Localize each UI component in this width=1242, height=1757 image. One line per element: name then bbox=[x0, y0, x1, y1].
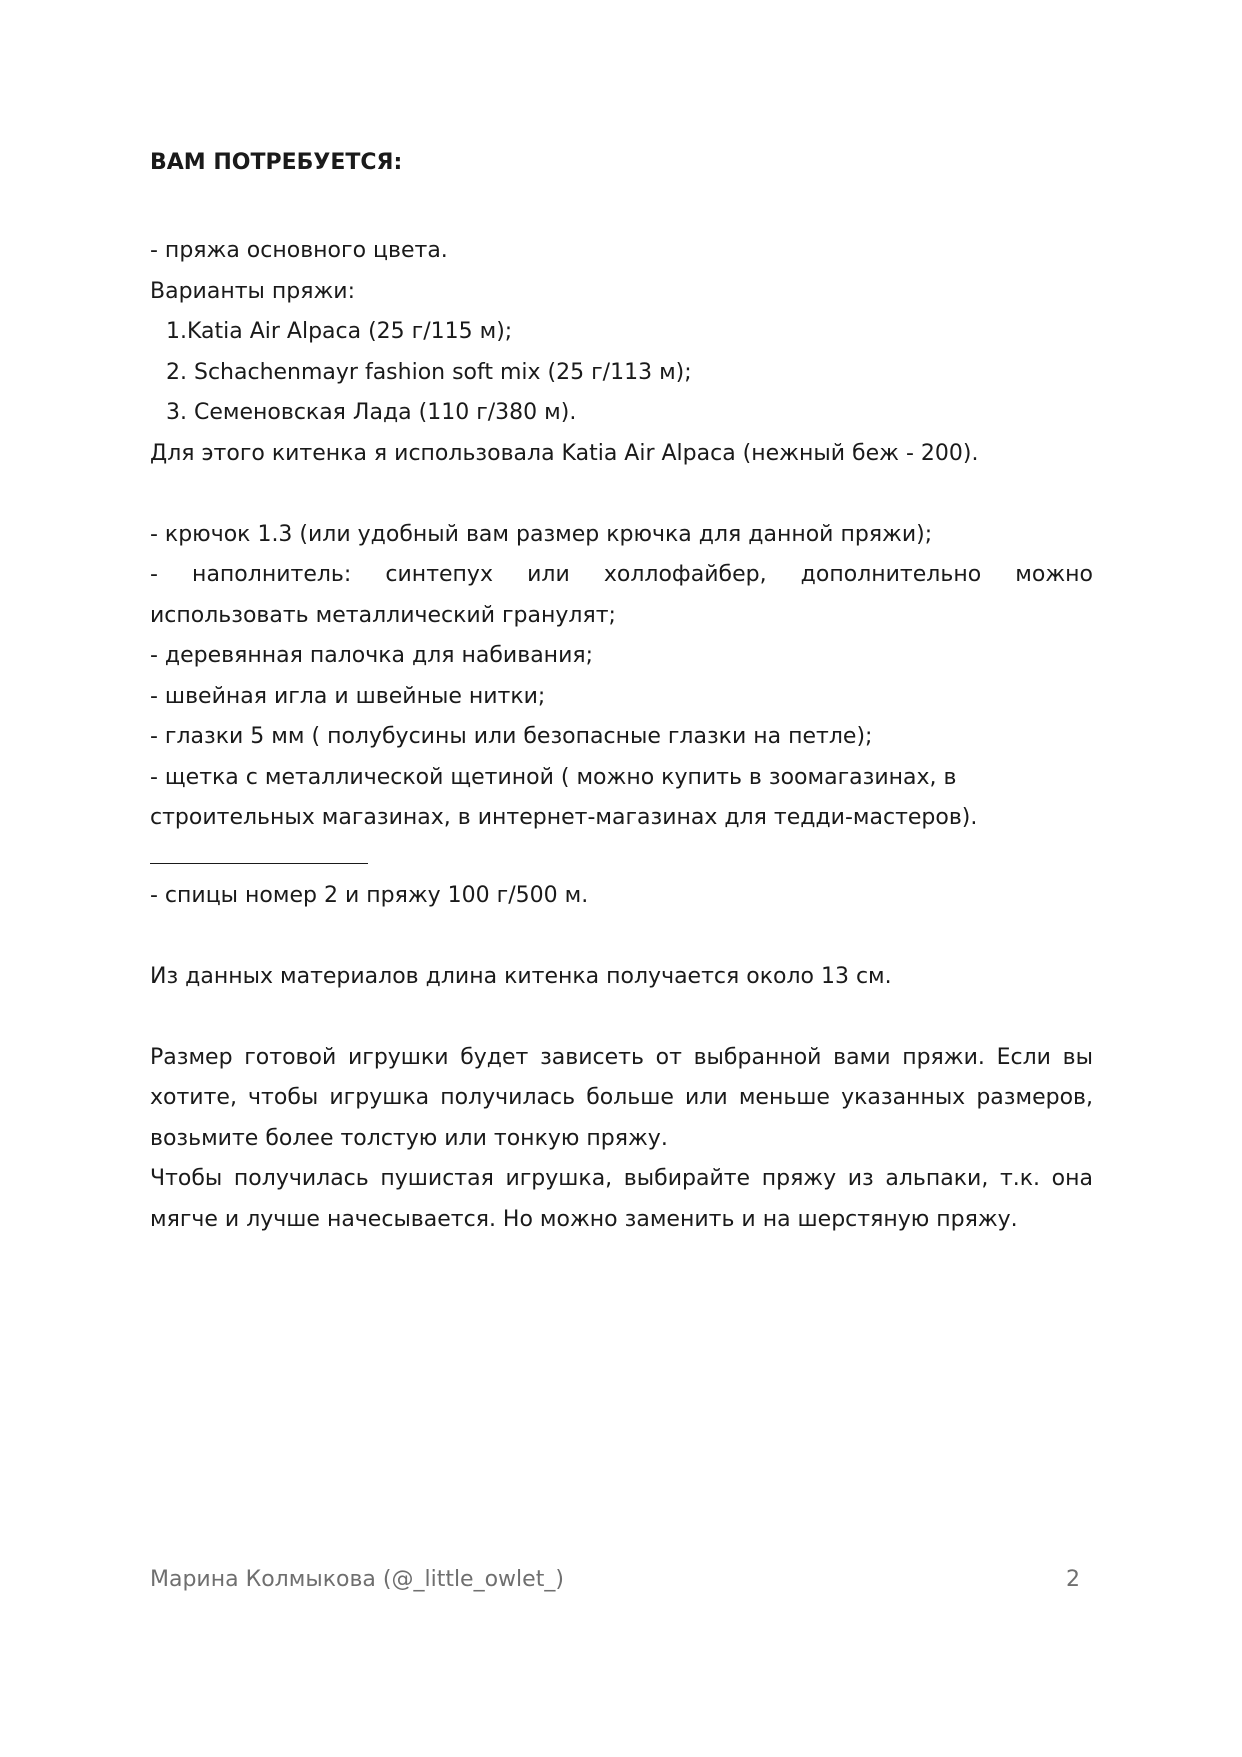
page-number: 2 bbox=[1066, 1567, 1080, 1592]
yarn-used-note: Для этого китенка я использовала Katia Air Alpaca (нежный беж - 200). bbox=[150, 440, 979, 466]
fluffy-paragraph: Чтобы получилась пушистая игрушка, выбирайте пряжу из альпаки, т.к. она мягче и лучше начесывается. Но можно заменить и на шерстяную пряжу. bbox=[150, 1166, 1093, 1232]
document-body bbox=[150, 148, 1093, 1240]
size-paragraph: Размер готовой игрушки будет зависеть от выбранной вами пряжи. Если вы хотите, чтобы игрушка получилась больше или меньше указанных размеров, возьмите более толстую или тонкую пряжу. bbox=[150, 1044, 1093, 1151]
section-heading: ВАМ ПОТРЕБУЕТСЯ: bbox=[150, 150, 403, 175]
tool-item-eyes: - глазки 5 мм ( полубусины или безопасные глазки на петле); bbox=[150, 724, 873, 749]
yarn-variant-item: 1.Katia Air Alpaca (25 г/115 м); bbox=[166, 319, 513, 344]
blank-line bbox=[150, 474, 1093, 515]
tool-item-needle: - швейная игла и швейные нитки; bbox=[150, 683, 546, 709]
separator-rule bbox=[150, 863, 368, 864]
yarn-main-item: - пряжа основного цвета. bbox=[150, 238, 448, 263]
size-note: Из данных материалов длина китенка получается около 13 см. bbox=[150, 963, 892, 989]
yarn-variants-label: Варианты пряжи: bbox=[150, 278, 355, 304]
tool-item-stick: - деревянная палочка для набивания; bbox=[150, 643, 594, 668]
footer-author: Марина Колмыкова (@_little_owlet_) bbox=[150, 1567, 564, 1592]
blank-line bbox=[150, 916, 1093, 957]
tool-item-brush-line2: строительных магазинах, в интернет-магазинах для тедди-мастеров). bbox=[150, 805, 978, 830]
knitting-item: - спицы номер 2 и пряжу 100 г/500 м. bbox=[150, 882, 589, 908]
tool-item-filler-line2: использовать металлический гранулят; bbox=[150, 602, 616, 628]
yarn-variant-item: 2. Schachenmayr fashion soft mix (25 г/113 м); bbox=[166, 359, 692, 385]
tool-item-hook: - крючок 1.3 (или удобный вам размер крючка для данной пряжи); bbox=[150, 521, 933, 547]
yarn-variant-item: 3. Семеновская Лада (110 г/380 м). bbox=[166, 400, 577, 425]
blank-line bbox=[150, 997, 1093, 1038]
tool-item-brush-line1: - щетка с металлической щетиной ( можно купить в зоомагазинах, в bbox=[150, 764, 957, 790]
tool-item-filler-line1: - наполнитель: синтепух или холлофайбер, дополнительно можно bbox=[150, 562, 1093, 587]
